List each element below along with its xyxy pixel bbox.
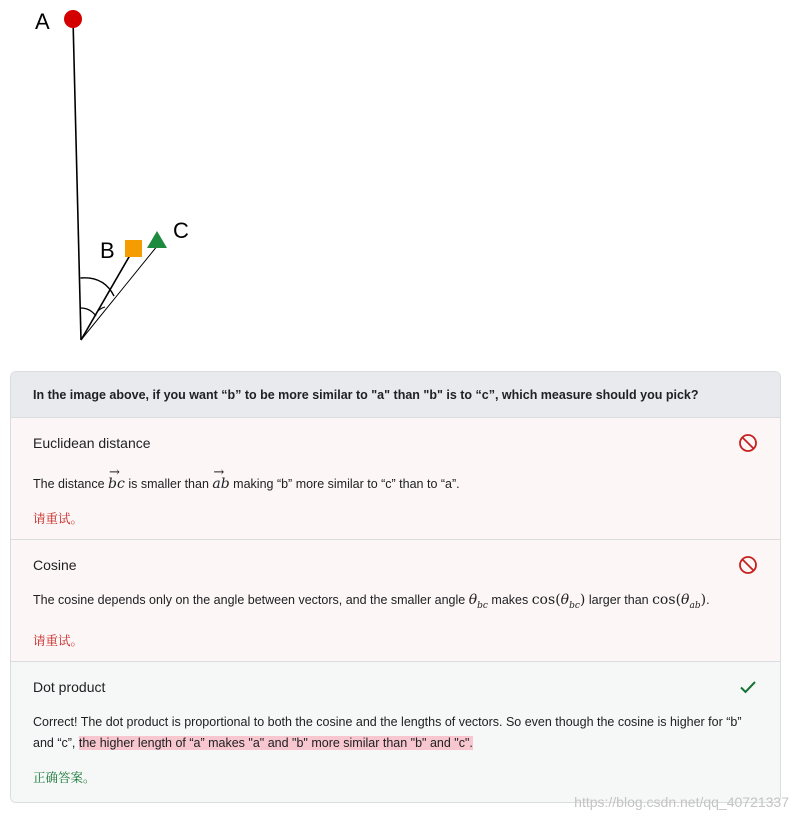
- option-euclidean-distance[interactable]: [11, 418, 780, 540]
- point-a-marker: [64, 10, 82, 28]
- option-cosine[interactable]: [11, 540, 780, 662]
- option-explanation: The cosine depends only on the angle between vectors, and the smaller angle $\theta_{bc}$ makes $\cos(\theta_{bc})$ larger than $\cos(\theta_{ab})$.: [33, 592, 710, 611]
- quiz-card: [10, 371, 781, 803]
- vector-a-line: [73, 19, 81, 340]
- vector-bc: → bc: [108, 468, 125, 495]
- not-allowed-icon: [738, 555, 758, 575]
- angle-arc-large: [81, 278, 115, 296]
- theta-bc: $\theta_{bc}$: [468, 592, 488, 611]
- vector-c-line: [81, 245, 158, 340]
- not-allowed-icon: [738, 433, 758, 453]
- option-explanation: Correct! The dot product is proportional to both the cosine and the lengths of vectors. So even though the cosine is higher for “b” and “c”, the higher length of “a” makes "a" and "b" more similar than "b" and "c".: [33, 714, 742, 750]
- feedback-correct: 正确答案。: [33, 770, 96, 785]
- cos-theta-bc: $\cos(\theta_{bc})$: [531, 592, 586, 611]
- option-explanation: The distance → bc is smaller than → ab making “b” more similar to “c” than to “a”.: [33, 468, 758, 495]
- vector-ab: → ab: [212, 468, 229, 495]
- vector-b-line: [81, 250, 133, 340]
- watermark: https://blog.csdn.net/qq_40721337: [574, 794, 789, 810]
- angle-arc-small: [81, 308, 96, 316]
- option-label: Euclidean distance: [33, 435, 151, 451]
- option-dot-product[interactable]: [11, 662, 780, 802]
- label-b: B: [100, 238, 115, 263]
- feedback-try-again: 请重试。: [33, 512, 84, 526]
- label-c: C: [173, 218, 189, 243]
- option-label: Cosine: [33, 557, 77, 573]
- point-c-marker: [147, 231, 167, 248]
- option-label: Dot product: [33, 678, 106, 695]
- vector-diagram: [0, 0, 797, 360]
- highlighted-text: the higher length of “a” makes "a" and "b" more similar than "b" and "c".: [78, 735, 473, 750]
- label-a: A: [35, 9, 50, 34]
- check-icon: [738, 677, 758, 697]
- cos-theta-ab: $\cos(\theta_{ab})$: [652, 592, 707, 611]
- question-text: In the image above, if you want “b” to be more similar to "a" than "b" is to “c”, which measure should you pick?: [11, 372, 780, 418]
- feedback-try-again: 请重试。: [33, 633, 84, 648]
- point-b-marker: [125, 240, 142, 257]
